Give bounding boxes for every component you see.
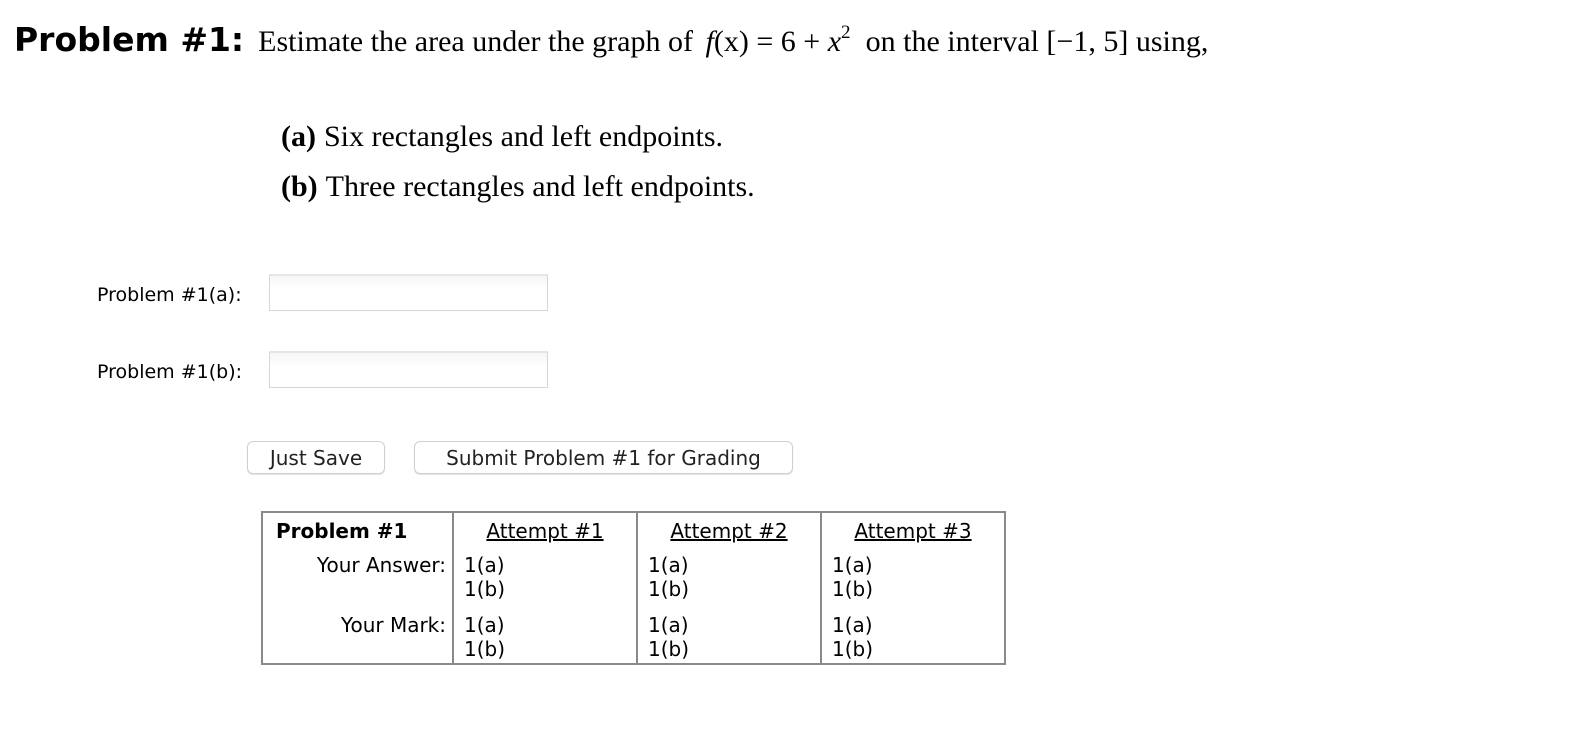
- problem-statement: [14, 20, 1208, 59]
- attempt-2-mark-a: 1(a): [648, 613, 689, 637]
- answer-a-label: Problem #1(a):: [97, 284, 242, 306]
- function-variable: x: [827, 25, 842, 58]
- part-a-text: Six rectangles and left endpoints.: [323, 120, 724, 153]
- part-b-text: Three rectangles and left endpoints.: [325, 170, 755, 203]
- attempt-2-answer-b: 1(b): [648, 577, 690, 601]
- attempt-2-mark-b: 1(b): [648, 637, 690, 661]
- attempt-3-mark-a: 1(a): [832, 613, 873, 637]
- your-answer-row: [262, 549, 1005, 613]
- attempt-3-mark-b: 1(b): [832, 637, 874, 661]
- attempt-1-answer-b: 1(b): [464, 577, 506, 601]
- interval-text: on the interval [−1, 5] using,: [865, 25, 1209, 58]
- attempt-2-mark: [637, 613, 821, 664]
- attempt-3-answer: [821, 549, 1005, 613]
- your-answer-label: Your Answer:: [316, 553, 446, 577]
- function-name: f: [705, 25, 714, 58]
- part-b: [281, 162, 755, 212]
- part-a-letter: (a): [281, 120, 316, 153]
- answer-b-input[interactable]: [269, 351, 548, 388]
- problem-number: Problem #1:: [14, 20, 245, 59]
- attempt-3-link[interactable]: Attempt #3: [854, 519, 972, 543]
- attempts-problem-header: Problem #1: [276, 519, 408, 543]
- problem-parts: [281, 112, 755, 212]
- attempt-1-mark: [453, 613, 637, 664]
- submit-for-grading-button[interactable]: Submit Problem #1 for Grading: [414, 441, 793, 474]
- attempt-3-answer-a: 1(a): [832, 553, 873, 577]
- attempt-2-link[interactable]: Attempt #2: [670, 519, 788, 543]
- function-argument: (x) = 6 +: [713, 25, 828, 58]
- your-mark-row: [262, 613, 1005, 664]
- part-b-letter: (b): [281, 170, 318, 203]
- problem-prompt: Estimate the area under the graph of: [258, 25, 693, 58]
- attempt-1-answer: [453, 549, 637, 613]
- your-mark-label: Your Mark:: [340, 613, 446, 637]
- attempt-2-answer: [637, 549, 821, 613]
- attempt-1-link[interactable]: Attempt #1: [486, 519, 604, 543]
- answer-a-input[interactable]: [269, 274, 548, 311]
- function-formula: [698, 22, 851, 58]
- function-exponent: 2: [841, 22, 851, 43]
- attempt-1-mark-b: 1(b): [464, 637, 506, 661]
- attempt-1-answer-a: 1(a): [464, 553, 505, 577]
- part-a: [281, 112, 755, 162]
- just-save-button[interactable]: Just Save: [247, 441, 385, 474]
- answer-b-label: Problem #1(b):: [97, 361, 243, 383]
- attempt-2-answer-a: 1(a): [648, 553, 689, 577]
- attempt-1-mark-a: 1(a): [464, 613, 505, 637]
- attempts-table: [261, 511, 1006, 665]
- attempt-3-answer-b: 1(b): [832, 577, 874, 601]
- attempts-header-row: [262, 512, 1005, 549]
- attempt-3-mark: [821, 613, 1005, 664]
